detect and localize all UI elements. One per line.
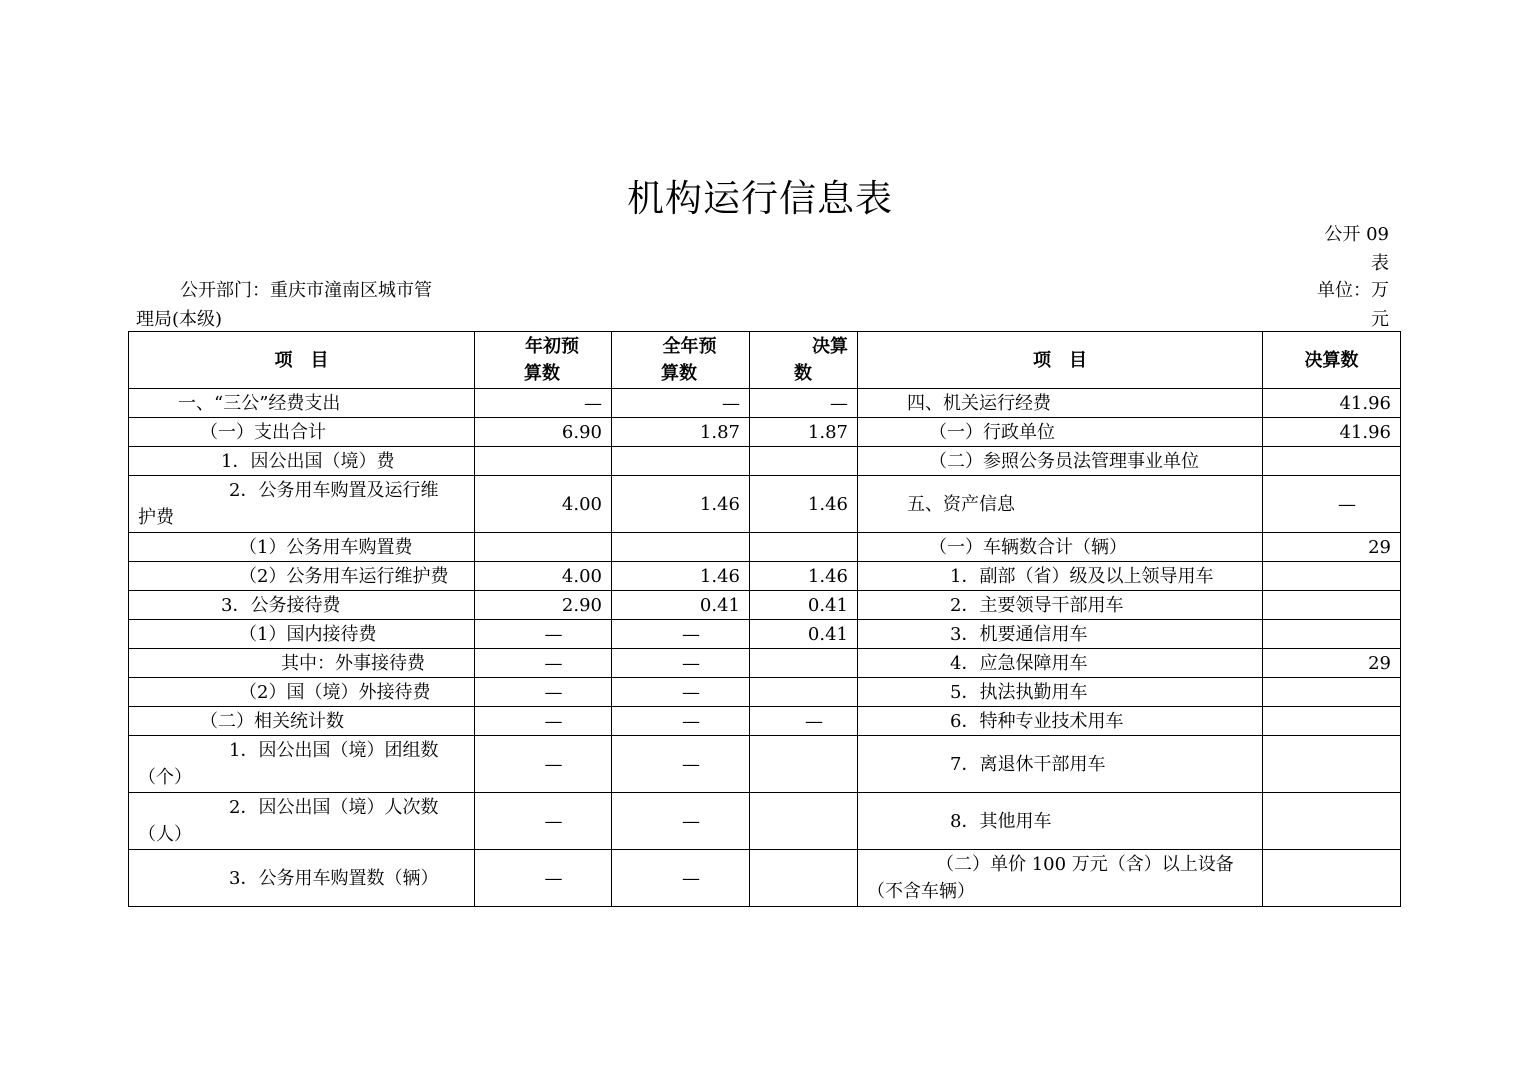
right-item-line2: （不含车辆）: [867, 881, 975, 902]
right-item: 2．主要领导干部用车: [858, 591, 1263, 620]
right-item: 1．副部（省）级及以上领导用车: [858, 562, 1263, 591]
budget-full-value: [612, 533, 750, 562]
budget-full-value: —: [612, 678, 750, 707]
row-item-line1: 2．公务用车购置及运行维: [229, 480, 439, 501]
right-item: （一）车辆数合计（辆）: [858, 533, 1263, 562]
table-row: [129, 707, 1401, 736]
budget-full-value: [612, 447, 750, 476]
budget-full-value: —: [612, 850, 750, 907]
row-item: 3．公务接待费: [129, 591, 475, 620]
table-header-row: [129, 332, 1401, 389]
row-item: （2）国（境）外接待费: [129, 678, 475, 707]
table-row: [129, 678, 1401, 707]
right-item-line1: （二）单价 100 万元（含）以上设备: [936, 854, 1234, 875]
unit-line1: 单位：万: [1317, 280, 1389, 301]
budget-full-value: —: [612, 649, 750, 678]
unit-label: [1289, 276, 1389, 334]
row-item: 1．因公出国（境）费: [129, 447, 475, 476]
budget-full-value: —: [612, 389, 750, 418]
right-value: 29: [1263, 533, 1401, 562]
right-value: [1263, 447, 1401, 476]
form-number-line1: 公开 09: [1324, 224, 1389, 245]
right-value: 41.96: [1263, 418, 1401, 447]
budget-start-value: 6.90: [475, 418, 612, 447]
budget-full-value: —: [612, 793, 750, 850]
right-item: 五、资产信息: [858, 476, 1263, 533]
row-item: [129, 793, 475, 850]
budget-start-value: —: [475, 850, 612, 907]
final-value: 0.41: [750, 620, 858, 649]
table-row: [129, 447, 1401, 476]
final-value: [750, 736, 858, 793]
table-row: [129, 620, 1401, 649]
table-row: [129, 562, 1401, 591]
final-value: 1.46: [750, 476, 858, 533]
page-title: 机构运行信息表: [627, 177, 893, 220]
col-budget-start: [475, 332, 612, 389]
table-row: [129, 533, 1401, 562]
row-item: （一）支出合计: [129, 418, 475, 447]
form-number-line2: 表: [1371, 253, 1389, 274]
table-row: [129, 850, 1401, 907]
budget-start-value: —: [475, 736, 612, 793]
right-value: [1263, 620, 1401, 649]
unit-line2: 元: [1371, 309, 1389, 330]
table-row: [129, 736, 1401, 793]
final-value: [750, 447, 858, 476]
budget-full-value: 1.46: [612, 476, 750, 533]
budget-start-value: 4.00: [475, 476, 612, 533]
right-item: 8．其他用车: [858, 793, 1263, 850]
final-value: —: [750, 389, 858, 418]
col-item-right: 项 目: [858, 332, 1263, 389]
row-item-line2: （个）: [138, 767, 192, 788]
row-item-line1: 2．因公出国（境）人次数: [229, 797, 439, 818]
budget-start-value: [475, 447, 612, 476]
info-table: [128, 331, 1401, 907]
table-row: [129, 418, 1401, 447]
row-item: [129, 736, 475, 793]
budget-start-value: —: [475, 389, 612, 418]
budget-start-value: —: [475, 707, 612, 736]
final-value: [750, 850, 858, 907]
final-value: [750, 678, 858, 707]
right-value: [1263, 678, 1401, 707]
right-item: 7．离退休干部用车: [858, 736, 1263, 793]
right-item: （一）行政单位: [858, 418, 1263, 447]
col-budget-start-line2: 算数: [524, 363, 560, 384]
budget-full-value: 0.41: [612, 591, 750, 620]
right-value: [1263, 850, 1401, 907]
final-value: 1.87: [750, 418, 858, 447]
right-item: 5．执法执勤用车: [858, 678, 1263, 707]
budget-start-value: —: [475, 793, 612, 850]
row-item-line1: 1．因公出国（境）团组数: [229, 740, 439, 761]
final-value: [750, 649, 858, 678]
right-item: 6．特种专业技术用车: [858, 707, 1263, 736]
col-final-line2: 数: [794, 363, 812, 384]
department-line1: 公开部门：重庆市潼南区城市管: [180, 280, 432, 301]
row-item: 3．公务用车购置数（辆）: [129, 850, 475, 907]
budget-start-value: 4.00: [475, 562, 612, 591]
right-value: [1263, 562, 1401, 591]
right-value: [1263, 707, 1401, 736]
row-item: （2）公务用车运行维护费: [129, 562, 475, 591]
right-item: [858, 850, 1263, 907]
table-row: [129, 649, 1401, 678]
budget-full-value: —: [612, 707, 750, 736]
row-item: （1）国内接待费: [129, 620, 475, 649]
final-value: 0.41: [750, 591, 858, 620]
final-value: [750, 533, 858, 562]
budget-start-value: —: [475, 620, 612, 649]
budget-full-value: 1.46: [612, 562, 750, 591]
row-item-line2: 护费: [138, 507, 174, 528]
col-final-right: 决算数: [1263, 332, 1401, 389]
final-value: 1.46: [750, 562, 858, 591]
department-label: [136, 276, 466, 334]
table-row: [129, 793, 1401, 850]
budget-start-value: —: [475, 678, 612, 707]
row-item: （1）公务用车购置费: [129, 533, 475, 562]
form-number: [1309, 220, 1389, 278]
budget-start-value: 2.90: [475, 591, 612, 620]
table-row: [129, 591, 1401, 620]
budget-full-value: 1.87: [612, 418, 750, 447]
budget-full-value: —: [612, 620, 750, 649]
right-item: 4．应急保障用车: [858, 649, 1263, 678]
budget-start-value: [475, 533, 612, 562]
right-item: （二）参照公务员法管理事业单位: [858, 447, 1263, 476]
right-item: 3．机要通信用车: [858, 620, 1263, 649]
final-value: [750, 793, 858, 850]
col-budget-full: [612, 332, 750, 389]
row-item: 其中：外事接待费: [129, 649, 475, 678]
right-value: —: [1263, 476, 1401, 533]
col-budget-full-line2: 算数: [661, 363, 697, 384]
table-row: [129, 476, 1401, 533]
right-value: [1263, 591, 1401, 620]
col-final: [750, 332, 858, 389]
right-value: [1263, 793, 1401, 850]
col-final-line1: 决算: [812, 336, 848, 357]
right-value: 29: [1263, 649, 1401, 678]
col-budget-start-line1: 年初预: [525, 336, 579, 357]
right-item: 四、机关运行经费: [858, 389, 1263, 418]
right-value: 41.96: [1263, 389, 1401, 418]
budget-start-value: —: [475, 649, 612, 678]
row-item: [129, 476, 475, 533]
right-value: [1263, 736, 1401, 793]
final-value: —: [750, 707, 858, 736]
department-line2: 理局(本级): [136, 309, 223, 330]
row-item: 一、“三公”经费支出: [129, 389, 475, 418]
budget-full-value: —: [612, 736, 750, 793]
col-budget-full-line1: 全年预: [662, 336, 717, 357]
table-row: [129, 389, 1401, 418]
row-item: （二）相关统计数: [129, 707, 475, 736]
col-item-left: 项 目: [129, 332, 475, 389]
row-item-line2: （人）: [138, 824, 192, 845]
